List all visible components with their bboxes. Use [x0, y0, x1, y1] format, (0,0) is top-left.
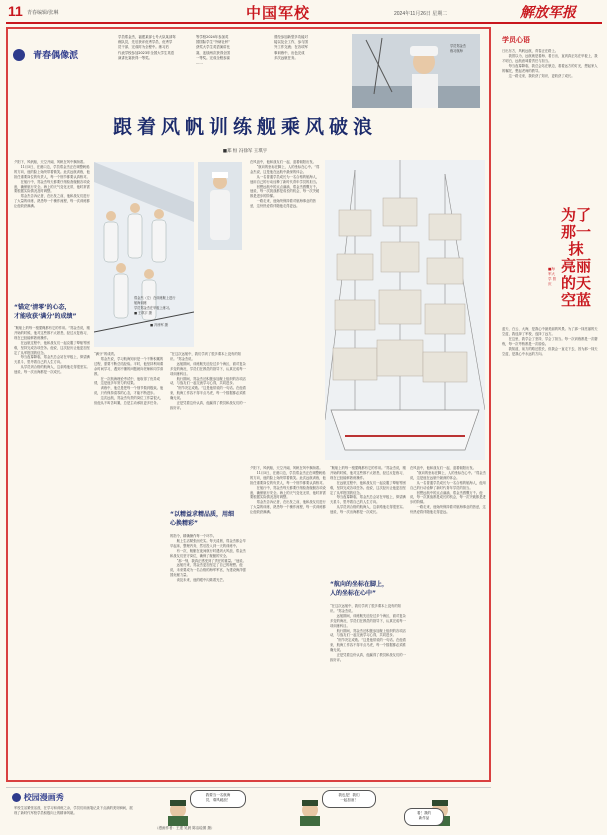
- training-ship-photo: [325, 160, 485, 460]
- publication-title: 中国军校: [246, 4, 311, 22]
- page-header: [0, 0, 607, 24]
- newspaper-logo: 解放军报: [520, 5, 576, 21]
- body-column-8: “舰船上的每一根缆绳都有它的作用。”郑金杰说，刚开始的时候，他对这些都不太熟悉，经过反复练习，现在已经能够熟练操作。 在远航过程中，他和战友们一起克服了晕船等困难，坚持完成各项任务。他说，这次经历让他更加坚定了从军报国的信念。 每当夜幕降临，郑金杰总会站在甲板上，仰望满天星斗，思考着自己的人生方向。 从学员到合格的航海人，这条路他走得很坚实。他说，每一次出海都是一次成长。: [330, 466, 406, 515]
- subheading-1: “锚定‘清零’的心态， 才能收获‘满分’的成绩”: [14, 304, 77, 320]
- body-column-1: 夕阳下，风帆船，天空开阔，风帆在风中飘扬着。 11月5日，在港口边，学员郑金杰正在调整帆船的方向，他的脸上始终带着微笑。此次远航训练，他担任重要岗位的负责人，每一个细节都要认真核对。 在航行中，郑金杰每天都要仔细检查舰艇各项设备，确保航行安全。海上的天气变化无常，他时常需要根据实际情况及时调整。 郑金杰告诉记者，在出发之前，他和战友们进行了大量的训练，熟悉每一个操作流程，每一次训练都让他收获满满。: [14, 160, 90, 209]
- sailor-photo: [198, 162, 242, 250]
- dek-paragraph-1: 学员郑金杰，福建某部七号大队某部驾 练队员，先后获评优秀学员、优秀学 员干部、完成时为全程中。练习后 代表学校参加2023年全国大学生英语 演讲比赛获得一等奖。: [118, 35, 176, 60]
- comic-tag-dot-icon: [12, 793, 21, 802]
- body-column-3: “满分”的成绩。 郑金杰说，学习航海知识是一个不断积累的过程，需要不断总结经验。平时，他坚持利用课余时间学习，遇到不懂的问题就向老师和同学请教。 在一次航海理论考试中，他取得了优异成绩，这是他多年努力的结果。 训练中，他总是把每一个细节做到极致。他说，只有保持清零的心态，才能不断进步。 这次远航，郑金杰负责的岗位工作量很大，但他从不叫苦叫累，总是主动承担更多任务。: [94, 352, 164, 406]
- comic-intro: 军校生活紧张活泼，在学习和训练之余，学员们用画笔记录下点滴的美好瞬间，展现了新时代军校学员积极向上的精神风貌。: [14, 806, 133, 815]
- comic-speech-bubble-1: 我要当一名航海 员，乘风破浪！: [190, 790, 246, 808]
- issue-date: 2024年11月26日 星期二: [394, 11, 448, 17]
- body-column-10: 在风浪中，他和战友们一起，迎着朝阳出发。 “航向的坐标在脚上，人的坐标在心中。”郑金杰说，这是他在远航中最深的体会。 从一名普通学员成长为一名合格的航海人，他用自己的行动诠释了新时代青年学员的担当。 回想远航中的点点滴滴，郑金杰感慨万千。他说，每一次挑战都是成长的机会，每一次突破都是进步的阶梯。 一路走来，他始终保持着对航海事业的热爱，这份热爱将伴随他走得更远。: [410, 466, 486, 515]
- dek-paragraph-3: 曾经参加新型多功能对 接以及全工作，参与国 外工作交流；在各项军 事训练中，出色完成 多次远航任务。: [274, 35, 308, 60]
- opinion-column: [496, 27, 602, 817]
- comic-tag: [12, 792, 64, 803]
- sailors-photo: [94, 162, 194, 347]
- body-column-2: “舰船上的每一根缆绳都有它的作用。”郑金杰说，刚开始的时候，他对这些都不太熟悉，经过反复练习，现在已经能够熟练操作。 在远航过程中，他和战友们一起克服了晕船等困难，坚持完成各项任务。他说，这次经历让他更加坚定了从军报国的信念。 每当夜幕降临，郑金杰总会站在甲板上，仰望满天星斗，思考着自己的人生方向。 从学员到合格的航海人，这条路他走得很坚实。他说，每一次出海都是一次成长。: [14, 326, 90, 375]
- dek-paragraph-2: 等学校2024年参加英 国国际学生“外研社杯” 获奖大学生英语演讲比 赛，连续两次获得全国 一等奖。完成全程参赛 ……: [196, 35, 231, 66]
- portrait-caption: 学员郑金杰 练习航海: [450, 44, 466, 53]
- sailor-photo-illustration: [198, 162, 242, 250]
- comic-speech-bubble-3: 看！我的 新作品: [404, 808, 444, 826]
- feature-tag-label: 青春偶像派: [33, 51, 79, 61]
- comic-speech-bubble-2: 我也是！我们 一起加油！: [322, 790, 376, 808]
- column-author: ■海军大学 曾庆: [548, 267, 557, 286]
- section-label: 青春编辑/张琳: [27, 10, 59, 16]
- byline: ■郑 恒 冯徐军 王琪宇: [222, 149, 268, 154]
- headline: 跟着风帆训练舰乘风破浪: [112, 116, 377, 138]
- body-column-6: 在风浪中，他和战友们一起，迎着朝阳出发。 “航向的坐标在脚上，人的坐标在心中。”郑金杰说，这是他在远航中最深的体会。 从一名普通学员成长为一名合格的航海人，他用自己的行动诠释了新时代青年学员的担当。 回想远航中的点点滴滴，郑金杰感慨万千。他说，每一次挑战都是成长的机会，每一次突破都是进步的阶梯。 一路走来，他始终保持着对航海事业的热爱，这份热爱将伴随他走得更远。: [250, 160, 320, 209]
- body-column-7: 夕阳下，风帆船，天空开阔，风帆在风中飘扬着。 11月5日，在港口边，学员郑金杰正在调整帆船的方向，他的脸上始终带着微笑。此次远航训练，他担任重要岗位的负责人，每一个细节都要认真核对。 在航行中，郑金杰每天都要仔细检查舰艇各项设备，确保航行安全。海上的天气变化无常，他时常需要根据实际情况及时调整。 郑金杰告诉记者，在出发之前，他和战友们进行了大量的训练，熟悉每一个操作流程，每一次训练都让他收获满满。: [250, 466, 326, 515]
- subheading-3: “航向的坐标在脚上， 人的坐标在心中”: [330, 581, 388, 597]
- column-headline: 为了那一抹 亮丽的天空蓝: [560, 206, 591, 309]
- portrait-photo: [352, 34, 480, 108]
- training-ship-illustration: [325, 160, 485, 460]
- body-column-4: “在这次远航中，我们学到了很多课本上没有的知识。”郑金杰说。 远航期间，训练舰先后经过多个海区，面对复杂多变的海况，学员们在教员的指导下，认真完成每一项训练科目。 航行期间，郑金杰还积极参加舰上组织的各项活动，与战友们一起交流学习心得，共同进步。 “细节决定成败。”这是他常说的一句话。在他看来，航海工作容不得半点马虎，每一个数据都必须准确无误。 正是凭着这份认真，他赢得了教员和战友们的一致好评。: [170, 352, 246, 410]
- comic-tag-label: 校园漫画秀: [23, 793, 64, 802]
- subheading-2: “以精益求精品质，用细 心换精彩”: [170, 511, 234, 527]
- comic-credit: （漫画作者：王建 吴晨 陈洁绘图 摄）: [155, 826, 215, 830]
- tag-dot-icon: [13, 49, 25, 61]
- photo-caption: 郑金杰（左）在训练舰上进行 航海训练 学员郑金杰在甲板上练习。 ■ 王琪宇 摄: [134, 296, 176, 315]
- header-rule: [6, 22, 602, 24]
- body-column-5: 的指令，精确操作每一个环节。 舰上生活紧张而充实。每天清晨，郑金杰都会早早起床，整理内务，然后投入到一天的训练中。 有一次，舰艇在夜间航行时遇到大风浪，郑金杰和战友们坚守岗位，确保了舰艇的安全。 “那一刻，我真正感受到了责任的重量。”他说。 远航归来，郑金杰更加坚定了自己的理想。他说，未来要成为一名合格的海军军官，为建设海洋强国贡献力量。 谈及未来，他的眼中闪烁着光芒。: [170, 534, 246, 583]
- photo-credit: ■ 冯徐军 摄: [150, 323, 168, 327]
- column-tag: 学员心语: [502, 36, 530, 44]
- page-number: 11: [8, 3, 23, 19]
- column-text-2: 蓝天、白云、大海，是我心中最美丽的风景。为了那一抹亮丽的天空蓝，我选择了军校，选择了远方。 在这里，我学会了坚持，学会了担当。每一次训练都是一次磨炼，每一次考核都是一次检验。 我知道，前方的路还很长，但我会一直走下去，因为那一抹天空蓝，是我心中永远的方向。: [502, 327, 598, 356]
- column-text-1: 日出东方，风帆远航，青春正在路上。 我曾以为，远航就是看海、看日出，直到真正站在甲板上，我才明白，远航意味着责任与担当。 每当夜幕降临，我总会站在舷边，看着远方的灯光，想起家人的嘱托，想起老师的教导。 这一路走来，我收获了知识，更收获了成长。: [502, 49, 598, 78]
- body-column-9: “在这次远航中，我们学到了很多课本上没有的知识。”郑金杰说。 远航期间，训练舰先后经过多个海区，面对复杂多变的海况，学员们在教员的指导下，认真完成每一项训练科目。 航行期间，郑金杰还积极参加舰上组织的各项活动，与战友们一起交流学习心得，共同进步。 “细节决定成败。”这是他常说的一句话。在他看来，航海工作容不得半点马虎，每一个数据都必须准确无误。 正是凭着这份认真，他赢得了教员和战友们的一致好评。: [330, 604, 406, 662]
- feature-tag: [13, 44, 78, 63]
- sailors-photo-illustration: [94, 162, 194, 347]
